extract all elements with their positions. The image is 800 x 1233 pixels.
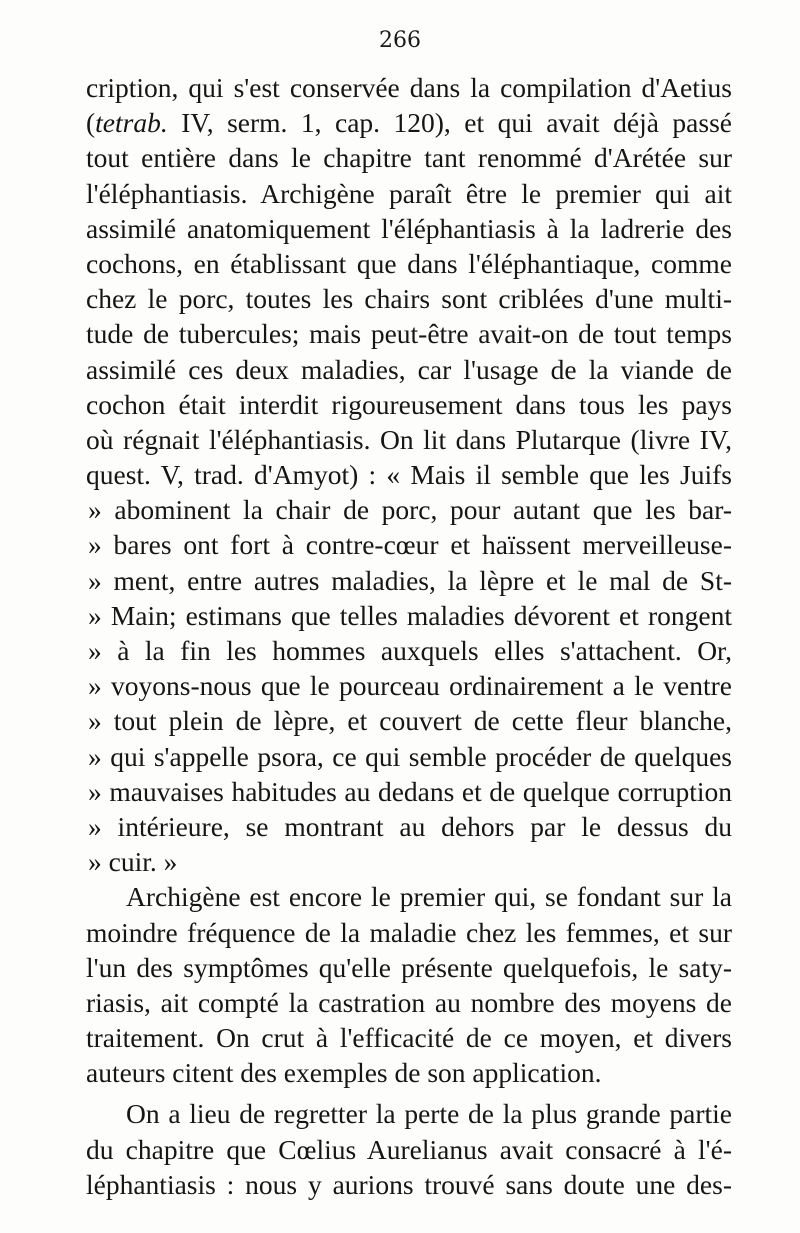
text-line: » mauvaises habitudes au dedans et de quelque corruption [88, 775, 732, 807]
text-line: » intérieure, se montrant au dehors par le dessus du [88, 810, 732, 842]
text-line: l'un des symptômes qu'elle présente quelquefois, le saty- [86, 951, 732, 983]
text-line: riasis, ait compté la castration au nombre des moyens de [86, 986, 732, 1018]
text-line: tout entière dans le chapitre tant renommé d'Arétée sur [86, 142, 732, 174]
text-line: quest. V, trad. d'Amyot) : « Mais il semble que les Juifs [86, 459, 732, 491]
text-line: » à la fin les hommes auxquels elles s'attachent. Or, [88, 635, 732, 666]
text-line: traitement. On crut à l'efficacité de ce moyen, et divers [86, 1022, 732, 1054]
text-line: cochon était interdit rigoureusement dans tous les pays [86, 388, 732, 420]
text-line: l'éléphantiasis. Archigène paraît être le premier qui ait [86, 177, 732, 209]
text-line: » voyons-nous que le pourceau ordinairement a le ventre [88, 670, 732, 702]
text-line: assimilé ces deux maladies, car l'usage de la viande de [86, 353, 732, 385]
text-line: léphantiasis : nous y aurions trouvé sans doute une des- [86, 1168, 732, 1200]
text-line: où régnait l'éléphantiasis. On lit dans Plutarque (livre IV, [86, 423, 732, 455]
text-line: » cuir. » [88, 846, 178, 878]
text-line: Archigène est encore le premier qui, se fondant sur la [126, 881, 732, 913]
text-line: assimilé anatomiquement l'éléphantiasis à la ladrerie des [86, 212, 732, 244]
text-line: » tout plein de lèpre, et couvert de cette fleur blanche, [88, 705, 732, 737]
text-line: cription, qui s'est conservée dans la compilation d'Aetius [86, 72, 732, 103]
text-line: » abominent la chair de porc, pour autant que les bar- [88, 494, 732, 526]
text-line: auteurs citent des exemples de son application. [86, 1057, 602, 1089]
text-line: » ment, entre autres maladies, la lèpre et le mal de St- [88, 564, 732, 596]
italic-abbreviation: tetrab. [95, 107, 168, 139]
body-text [86, 70, 732, 1202]
text-line: » Main; estimans que telles maladies dévorent et rongent [88, 599, 732, 631]
text-line: cochons, en établissant que dans l'éléphantiaque, comme [86, 247, 732, 279]
page-number: 266 [379, 28, 421, 53]
text-line: » qui s'appelle psora, ce qui semble procéder de quelques [88, 740, 732, 772]
text-line: du chapitre que Cœlius Aurelianus avait consacré à l'é- [86, 1133, 732, 1165]
text-line: » bares ont fort à contre-cœur et haïssent merveilleuse- [88, 529, 732, 561]
text-line: On a lieu de regretter la perte de la plus grande partie [126, 1098, 732, 1130]
text-line: (tetrab. IV, serm. 1, cap. 120), et qui avait déjà passé [86, 107, 732, 139]
text-line: moindre fréquence de la maladie chez les femmes, et sur [86, 916, 732, 948]
text-line: tude de tubercules; mais peut-être avait-on de tout temps [86, 318, 732, 350]
text-line: chez le porc, toutes les chairs sont criblées d'une multi- [86, 283, 732, 315]
